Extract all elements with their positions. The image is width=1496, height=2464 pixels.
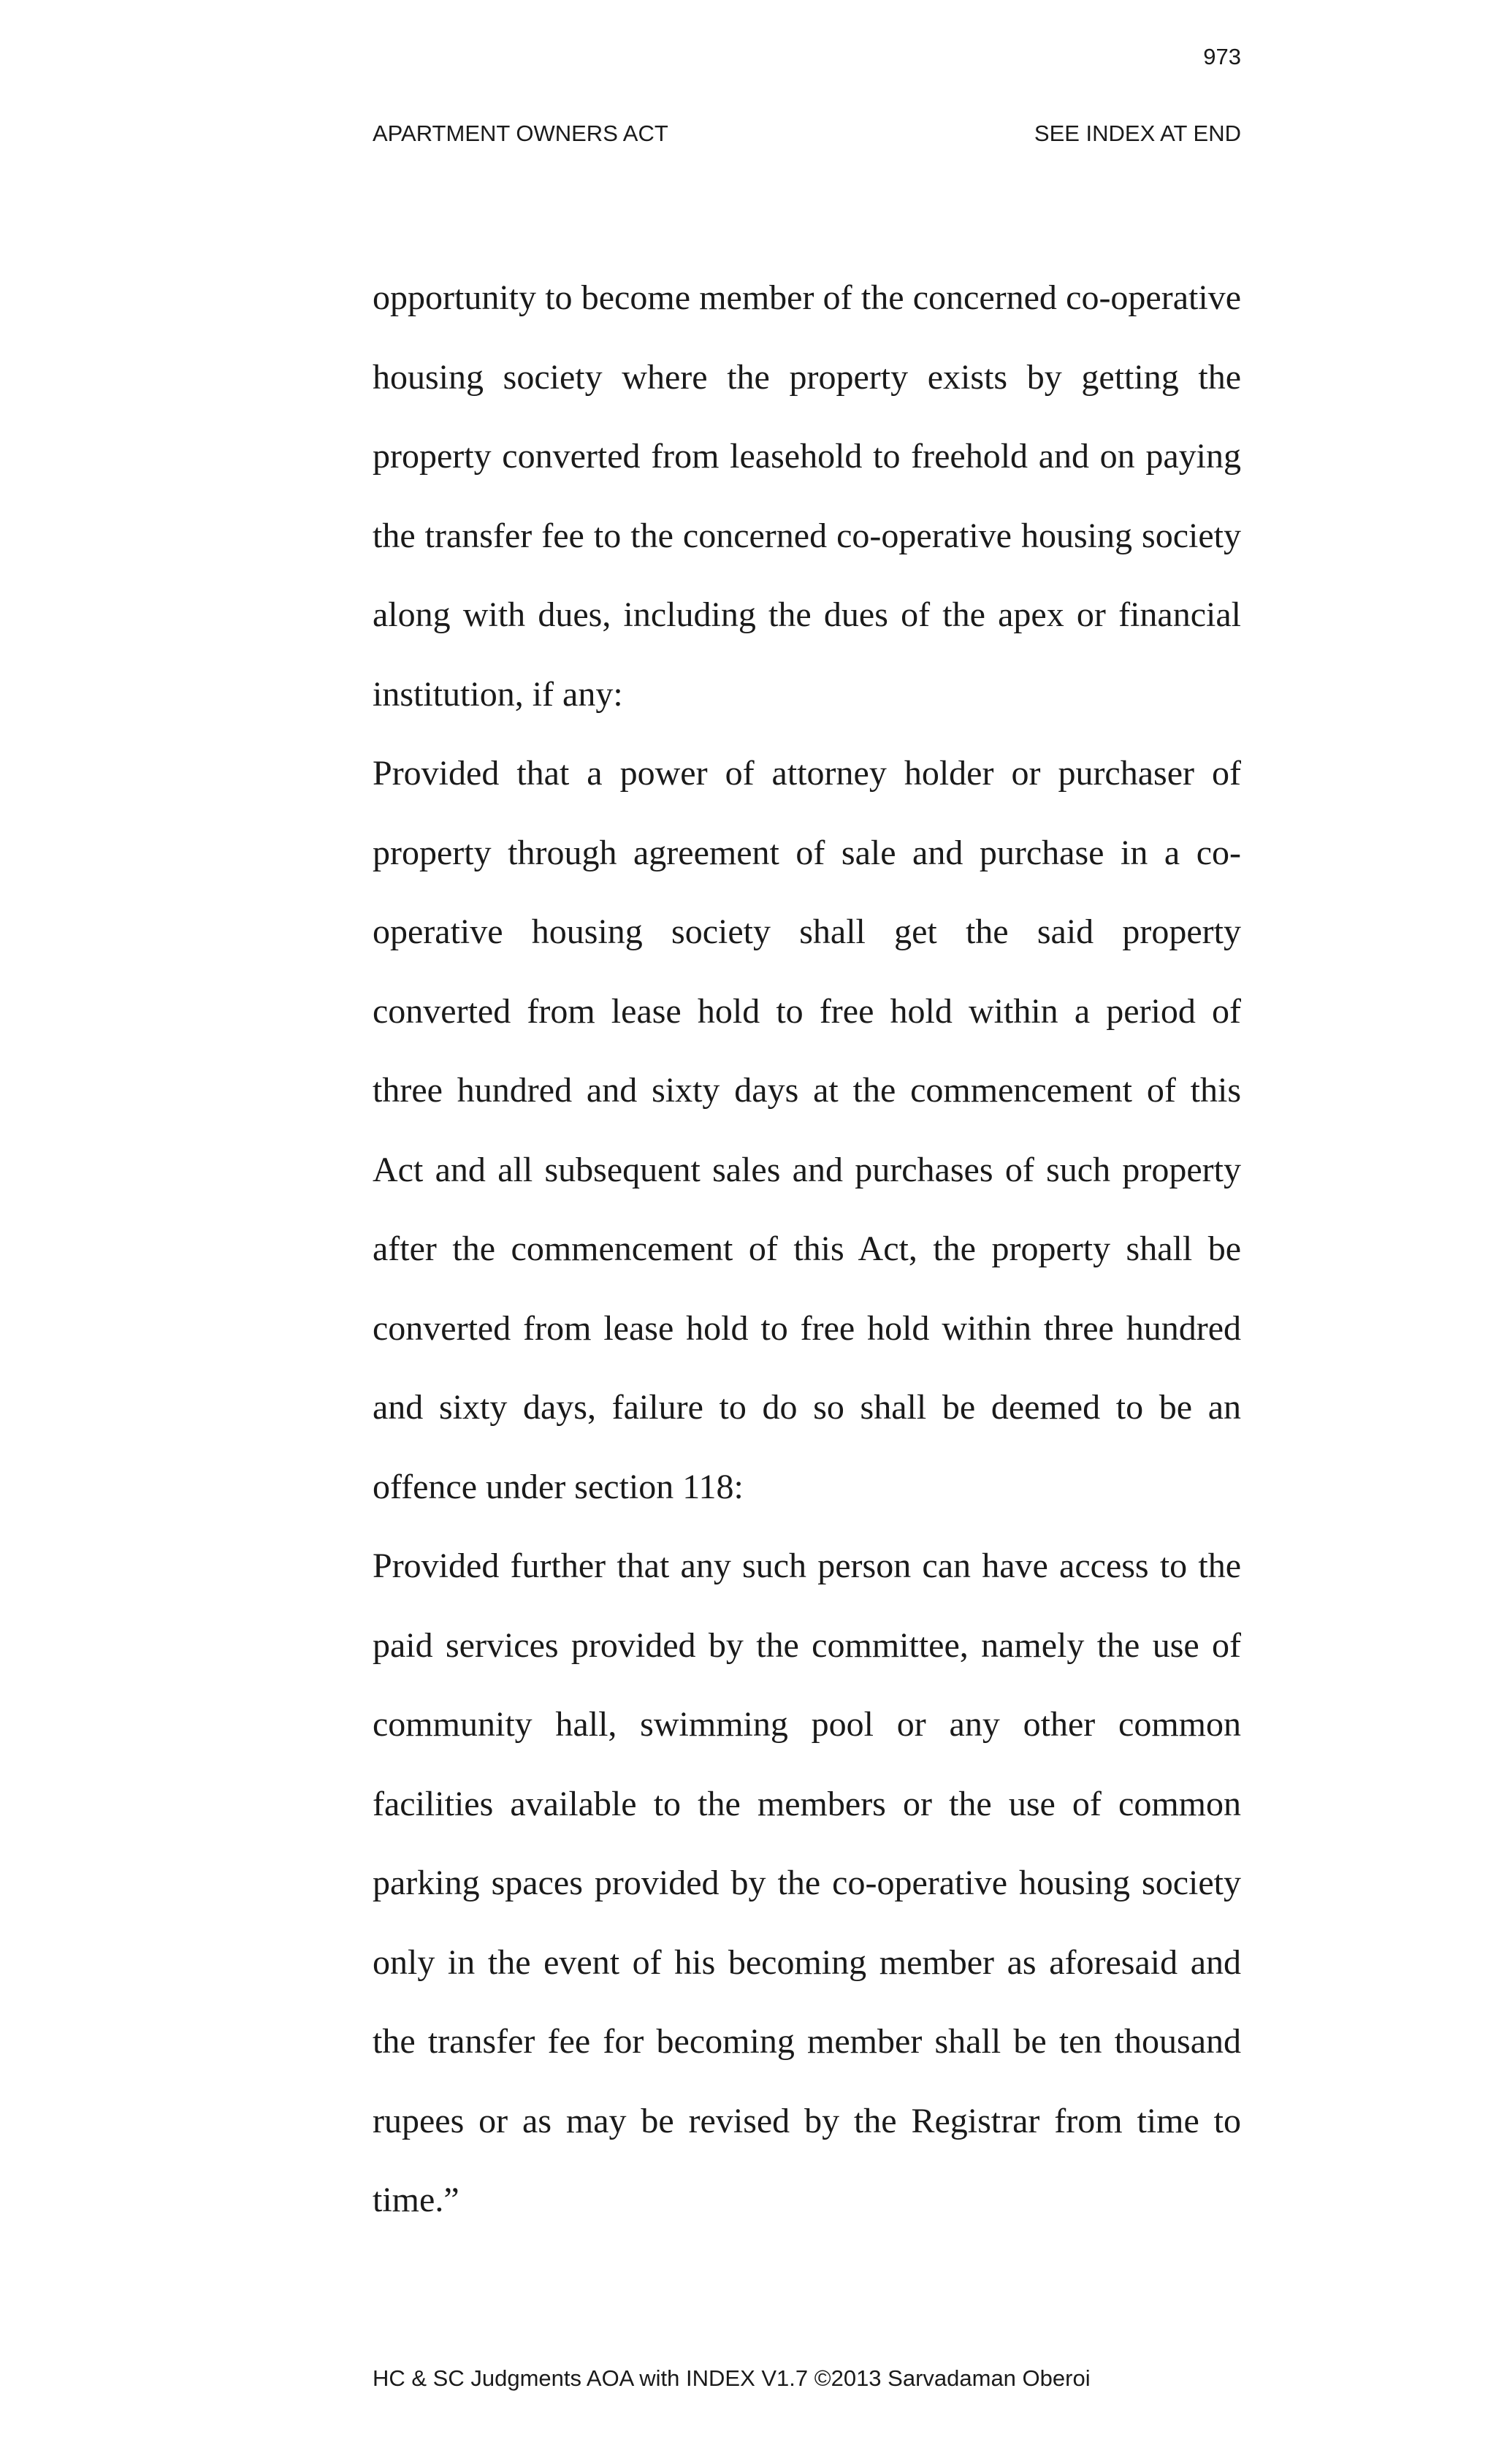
document-body [373,259,1241,2240]
paragraph-continuation: opportunity to become member of the concerned co-operative housing society where the property exists by getting the property converted from leasehold to freehold and on paying the transfer fee to the concerned co-operative housing society along with dues, including the dues of the apex or financial institution, if any: [373,278,1241,714]
running-header-index-note: SEE INDEX AT END [1034,121,1241,146]
page-number: 973 [1203,44,1241,69]
paragraph-proviso: Provided that a power of attorney holder or purchaser of property through agreement of sale and purchase in a co-operative housing society shall get the said property converted from lease hold to free hold within a period of three hundred and sixty days at the commencement of this Act and all subsequent sales and purchases of such property after the commencement of this Act, the property shall be converted from lease hold to free hold within three hundred and sixty days, failure to do so shall be deemed to be an offence under section 118: [373,754,1241,1506]
running-header-title: APARTMENT OWNERS ACT [373,121,668,146]
page-footer: HC & SC Judgments AOA with INDEX V1.7 ©2013 Sarvadaman Oberoi [373,2365,1091,2391]
paragraph-further-proviso: Provided further that any such person can have access to the paid services provided by the committee, namely the use of community hall, swimming pool or any other common facilities available to the members or the use of common parking spaces provided by the co-operative housing society only in the event of his becoming member as aforesaid and the transfer fee for becoming member shall be ten thousand rupees or as may be revised by the Registrar from time to time.” [373,1546,1241,2219]
